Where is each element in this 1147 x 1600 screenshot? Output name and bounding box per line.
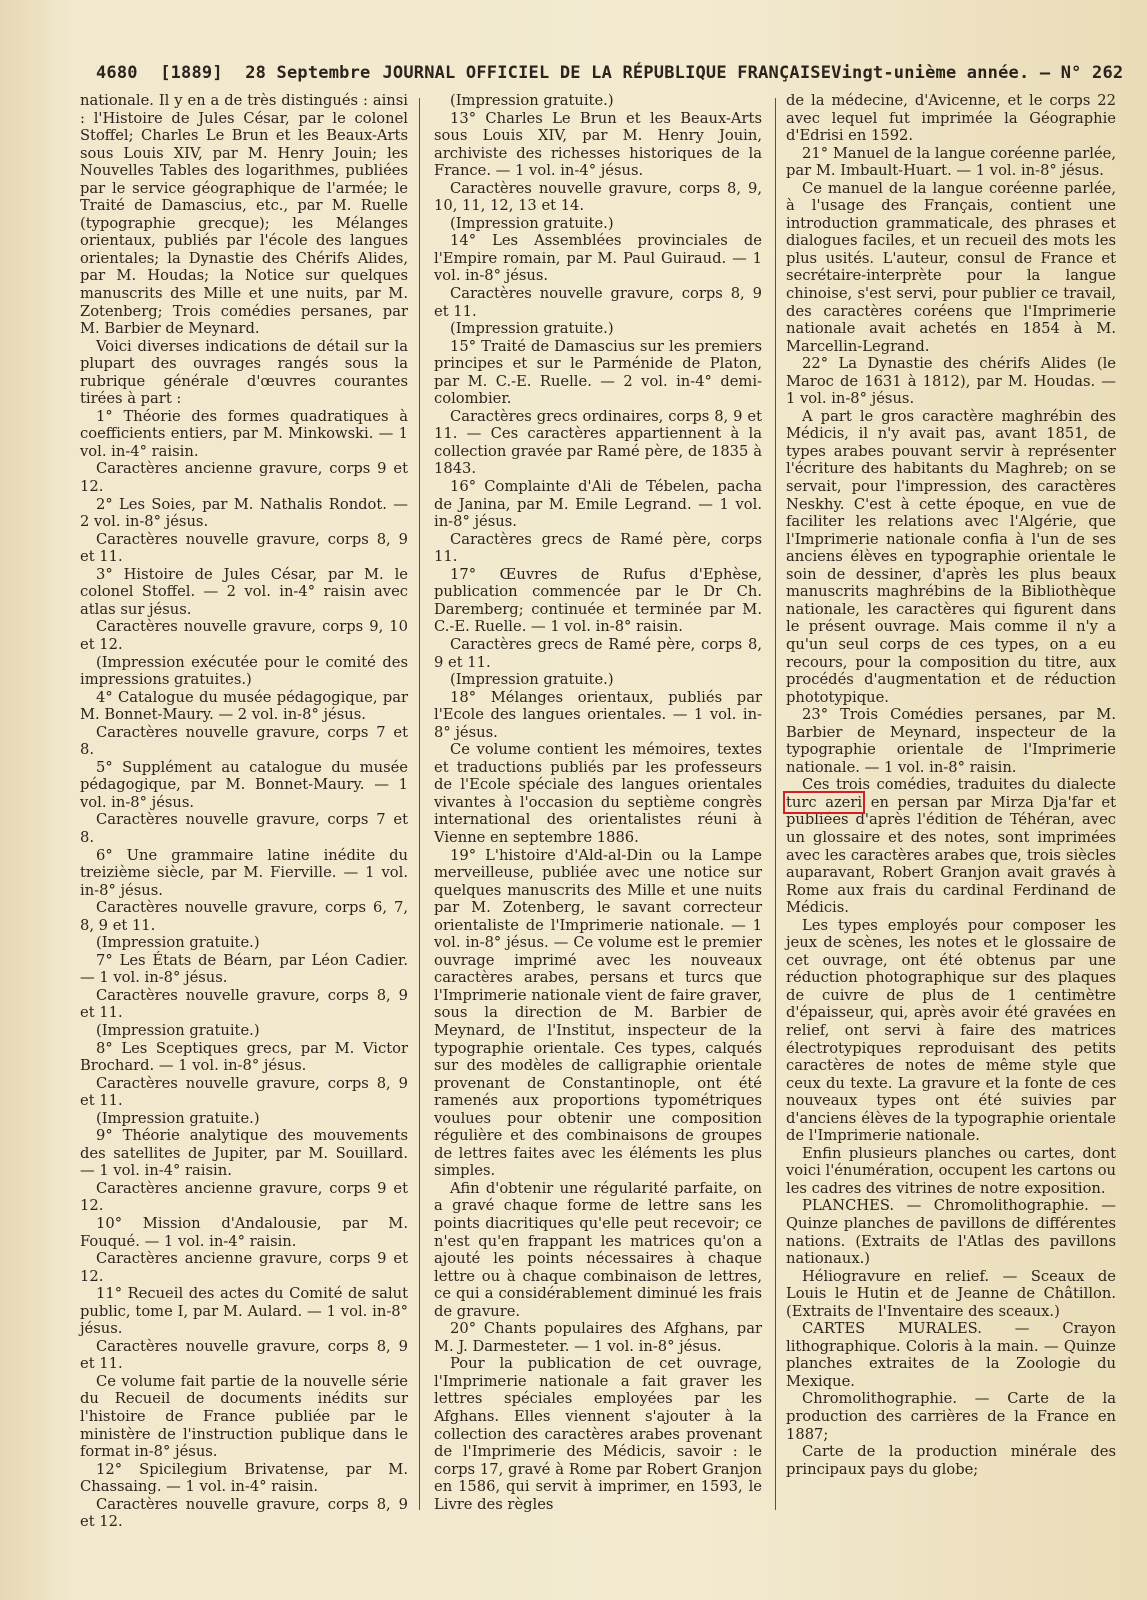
column-3 <box>786 92 1116 1478</box>
paragraph: 11° Recueil des actes du Comité de salut public, tome I, par M. Aulard. — 1 vol. in-8° jésus. <box>80 1285 408 1338</box>
paragraph: Les types employés pour composer les jeux de scènes, les notes et le glossaire de cet ouvrage, ont été obtenus par une réduction photographique sur des plaques de cuivre de plus de 1 centimètre d'épaisseur, qui, après avoir été gravées en relief, ont servi à faire des matrices électrotypiques reproduisant des petits caractères de notes de même style que ceux du texte. La gravure et la fonte de ces nouveaux types ont été suivies par d'anciens élèves de la typographie orientale de l'Imprimerie nationale. <box>786 916 1116 1145</box>
column-divider <box>775 98 776 1510</box>
paragraph: PLANCHES. — Chromolithographie. — Quinze planches de pavillons de différentes nations. (Extraits de l'Atlas des pavillons nationaux.) <box>786 1197 1116 1268</box>
paragraph: (Impression gratuite.) <box>96 1021 260 1039</box>
paragraph: 5° Supplément au catalogue du musée pédagogique, par M. Bonnet-Maury. — 1 vol. in-8° jésus. <box>80 758 408 811</box>
paragraph: 21° Manuel de la langue coréenne parlée, par M. Imbault-Huart. — 1 vol. in-8° jésus. <box>786 144 1116 180</box>
paragraph: Caractères grecs de Ramé père, corps 11. <box>434 530 762 566</box>
header-date: 28 Septembre <box>245 63 371 83</box>
paragraph: 16° Complainte d'Ali de Tébelen, pacha de Janina, par M. Emile Legrand. — 1 vol. in-8° jésus. <box>434 478 762 531</box>
paragraph: 13° Charles Le Brun et les Beaux-Arts sous Louis XIV, par M. Henry Jouin, archiviste des richesses historiques de la France. — 1 vol. in-4° jésus. <box>434 109 762 180</box>
paragraph: Caractères nouvelle gravure, corps 8, 9 et 11. <box>80 986 408 1022</box>
paragraph: Caractères nouvelle gravure, corps 8, 9 et 11. <box>80 530 408 566</box>
paragraph: Carte de la production minérale des principaux pays du globe; <box>786 1443 1116 1478</box>
paragraph: 12° Spicilegium Brivatense, par M. Chassaing. — 1 vol. in-4° raisin. <box>80 1460 408 1496</box>
header-left <box>96 63 382 83</box>
paragraph: Pour la publication de cet ouvrage, l'Imprimerie nationale a fait graver les lettres spéciales employées par les Afghans. Elles viennent s'ajouter à la collection des caractères arabes provenant de l'Imprimerie des Médicis, savoir : le corps 17, gravé à Rome par Robert Granjon en 1586, qui servit à imprimer, en 1593, le Livre des règles <box>434 1355 762 1513</box>
paragraph: 23° Trois Comédies persanes, par M. Barbier de Meynard, inspecteur de la typographie orientale de l'Imprimerie nationale. — 1 vol. in-8° raisin. <box>786 706 1116 776</box>
page-number: 4680 <box>96 63 138 83</box>
paragraph: (Impression exécutée pour le comité des impressions gratuites.) <box>80 653 408 689</box>
paragraph: Caractères nouvelle gravure, corps 9, 10 et 12. <box>80 618 408 653</box>
paragraph: Caractères nouvelle gravure, corps 7 et 8. <box>80 811 408 846</box>
paragraph: Caractères nouvelle gravure, corps 8, 9, 10, 11, 12, 13 et 14. <box>434 179 762 215</box>
paragraph: Ce volume contient les mémoires, textes et traductions publiés par les professeurs de l'Ecole spéciale des langues orientales vivantes à l'occasion du septième congrès international des orientalistes réuni à Vienne en septembre 1886. <box>434 741 762 846</box>
paragraph: Enfin plusieurs planches ou cartes, dont voici l'énumération, occupent les cartons ou les cadres des vitrines de notre exposition. <box>786 1144 1116 1197</box>
paragraph: (Impression gratuite.) <box>96 1109 260 1127</box>
header-year: [1889] <box>160 63 223 83</box>
paragraph: Ce manuel de la langue coréenne parlée, à l'usage des Français, contient une introduction grammaticale, des phrases et dialogues faciles, et un recueil des mots les plus usités. L'auteur, consul de France et secrétaire-interprète pour la langue chinoise, s'est servi, pour publier ce travail, des caractères coréens que l'Imprimerie nationale avait achetés en 1854 à M. Marcellin-Legrand. <box>786 179 1116 355</box>
paragraph: nationale. Il y en a de très distingués : ainsi : l'Histoire de Jules César, par le colonel Stoffel; Charles Le Brun et les Beaux-Arts sous Louis XIV, par M. Henry Jouin; les Nouvelles Tables des logarithmes, publiées par le service géographique de l'armée; le Traité de Damascius, etc., par M. Ruelle (typographie grecque); les Mélanges orientaux, publiés par l'école des langues orientales; la Dynastie des Chérifs Alides, par M. Houdas; la Notice sur quelques manuscrits des Mille et une nuits, par M. Zotenberg; Trois comédies persanes, par M. Barbier de Meynard. <box>80 92 408 338</box>
paragraph: Caractères nouvelle gravure, corps 7 et 8. <box>80 723 408 759</box>
paragraph: de la médecine, d'Avicenne, et le corps 22 avec lequel fut imprimée la Géographie d'Edrisi en 1592. <box>786 92 1116 145</box>
paragraph: 18° Mélanges orientaux, publiés par l'Ecole des langues orientales. — 1 vol. in-8° jésus. <box>434 688 762 741</box>
paragraph: 20° Chants populaires des Afghans, par M. J. Darmesteter. — 1 vol. in-8° jésus. <box>434 1320 762 1355</box>
paragraph: 19° L'histoire d'Ald-al-Din ou la Lampe merveilleuse, publiée avec une notice sur quelques manuscrits des Mille et une nuits par M. Zotenberg, le savant correcteur orientaliste de l'Imprimerie nationale. — 1 vol. in-8° jésus. — Ce volume est le premier ouvrage imprimé avec les nouveaux caractères arabes, persans et turcs que l'Imprimerie nationale vient de faire graver, sous la direction de M. Barbier de Meynard, de l'Institut, inspecteur de la typographie orientale. Ces types, calqués sur des modèles de calligraphie orientale provenant de Constantinople, ont été ramenés aux proportions typométriques voulues pour obtenir une composition régulière et des combinaisons de groupes de lettres faites avec les éléments les plus simples. <box>434 846 762 1180</box>
paragraph: 4° Catalogue du musée pédagogique, par M. Bonnet-Maury. — 2 vol. in-8° jésus. <box>80 688 408 724</box>
edition-info: Vingt-unième année. — N° 262 <box>831 63 1124 83</box>
paragraph: 10° Mission d'Andalousie, par M. Fouqué. — 1 vol. in-4° raisin. <box>80 1215 408 1250</box>
paragraph: 6° Une grammaire latine inédite du treizième siècle, par M. Fierville. — 1 vol. in-8° jésus. <box>80 846 408 899</box>
paragraph: Caractères ancienne gravure, corps 9 et 12. <box>80 1179 408 1215</box>
paragraph: 17° Œuvres de Rufus d'Ephèse, publication commencée par le Dr Ch. Daremberg; continuée et terminée par M. C.-E. Ruelle. — 1 vol. in-8° raisin. <box>434 565 762 636</box>
paragraph: Caractères grecs ordinaires, corps 8, 9 et 11. — Ces caractères appartiennent à la collection gravée par Ramé père, de 1835 à 1843. <box>434 407 762 478</box>
paragraph: Caractères nouvelle gravure, corps 6, 7, 8, 9 et 11. <box>80 899 408 934</box>
highlighted-phrase: turc azeri <box>786 793 863 811</box>
paragraph: 2° Les Soies, par M. Nathalis Rondot. — 2 vol. in-8° jésus. <box>80 495 408 531</box>
paragraph: 15° Traité de Damascius sur les premiers principes et sur le Parménide de Platon, par M. C.-E. Ruelle. — 2 vol. in-4° demi-colombier. <box>434 337 762 408</box>
paragraph: (Impression gratuite.) <box>450 320 614 338</box>
paragraph: Ce volume fait partie de la nouvelle série du Recueil de documents inédits sur l'histoire de France publiée par le ministère de l'instruction publique dans le format in-8° jésus. <box>80 1372 408 1461</box>
column-1 <box>80 92 408 1531</box>
paragraph: Caractères ancienne gravure, corps 9 et 12. <box>80 1250 408 1285</box>
paragraph: Chromolithographie. — Carte de la production des carrières de la France en 1887; <box>786 1390 1116 1443</box>
paragraph: Voici diverses indications de détail sur la plupart des ouvrages rangés sous la rubrique générale d'œuvres courantes tirées à part : <box>80 337 408 408</box>
paragraph: (Impression gratuite.) <box>450 92 614 109</box>
paragraph: CARTES MURALES. — Crayon lithographique. Coloris à la main. — Quinze planches extraites de la Zoologie du Mexique. <box>786 1320 1116 1390</box>
paragraph: Héliogravure en relief. — Sceaux de Louis le Hutin et de Jeanne de Châtillon. (Extraits de l'Inventaire des sceaux.) <box>786 1267 1116 1320</box>
paragraph: Afin d'obtenir une régularité parfaite, on a gravé chaque forme de lettre sans les points diacritiques qu'elle peut recevoir; ce n'est qu'en frappant les matrices qu'on a ajouté les points nécessaires à chaque lettre ou à chaque combinaison de lettres, ce qui a considérablement diminué les frais de gravure. <box>434 1179 762 1320</box>
paragraph: 14° Les Assemblées provinciales de l'Empire romain, par M. Paul Guiraud. — 1 vol. in-8° jésus. <box>434 232 762 285</box>
paragraph: 8° Les Sceptiques grecs, par M. Victor Brochard. — 1 vol. in-8° jésus. <box>80 1039 408 1075</box>
paragraph: 9° Théorie analytique des mouvements des satellites de Jupiter, par M. Souillard. — 1 vol. in-4° raisin. <box>80 1127 408 1180</box>
column-2 <box>434 92 762 1513</box>
paragraph-highlighted: Ces trois comédies, traduites du dialecte turc azeri en persan par Mirza Dja'far et publiées d'après l'édition de Téhéran, avec un glossaire et des notes, sont imprimées avec les caractères arabes que, trois siècles auparavant, Robert Granjon avait gravés à Rome aux frais du cardinal Ferdinand de Médicis. <box>786 776 1116 917</box>
paragraph: 22° La Dynastie des chérifs Alides (le Maroc de 1631 à 1812), par M. Houdas. — 1 vol. in-8° jésus. <box>786 355 1116 408</box>
paragraph: Caractères grecs de Ramé père, corps 8, 9 et 11. <box>434 635 762 671</box>
paragraph: A part le gros caractère maghrébin des Médicis, il n'y avait pas, avant 1851, de types arabes pouvant servir à représenter l'écriture des habitants du Maghreb; on se servait, pour l'impression, des caractères Neskhy. C'est à cette époque, en vue de faciliter les relations avec l'Algérie, que l'Imprimerie nationale confia à l'un de ses anciens élèves en typographie orientale le soin de dessiner, d'après les plus beaux manuscrits maghrébins de la Bibliothèque nationale, les caractères qui figurent dans le présent ouvrage. Mais comme il n'y a qu'un seul corps de ces types, on a eu recours, pour la composition du titre, aux procédés d'augmentation et de réduction phototypique. <box>786 407 1116 706</box>
paragraph: Caractères ancienne gravure, corps 9 et 12. <box>80 460 408 496</box>
paragraph: 1° Théorie des formes quadratiques à coefficients entiers, par M. Minkowski. — 1 vol. in-4° raisin. <box>80 407 408 460</box>
page-header <box>96 60 1124 86</box>
paragraph: Caractères nouvelle gravure, corps 8, 9 et 12. <box>80 1495 408 1531</box>
paragraph: Caractères nouvelle gravure, corps 8, 9 et 11. <box>80 1337 408 1373</box>
paragraph: Caractères nouvelle gravure, corps 8, 9 et 11. <box>80 1074 408 1110</box>
paragraph: 7° Les États de Béarn, par Léon Cadier. — 1 vol. in-8° jésus. <box>80 951 408 987</box>
paragraph: (Impression gratuite.) <box>96 934 260 952</box>
paragraph: Caractères nouvelle gravure, corps 8, 9 et 11. <box>434 285 762 320</box>
paragraph: 3° Histoire de Jules César, par M. le colonel Stoffel. — 2 vol. in-4° raisin avec atlas sur jésus. <box>80 565 408 618</box>
journal-title: JOURNAL OFFICIEL DE LA RÉPUBLIQUE FRANÇAISE <box>382 63 832 83</box>
column-divider <box>419 98 420 1510</box>
paragraph: (Impression gratuite.) <box>450 214 614 232</box>
paragraph: (Impression gratuite.) <box>450 671 614 689</box>
